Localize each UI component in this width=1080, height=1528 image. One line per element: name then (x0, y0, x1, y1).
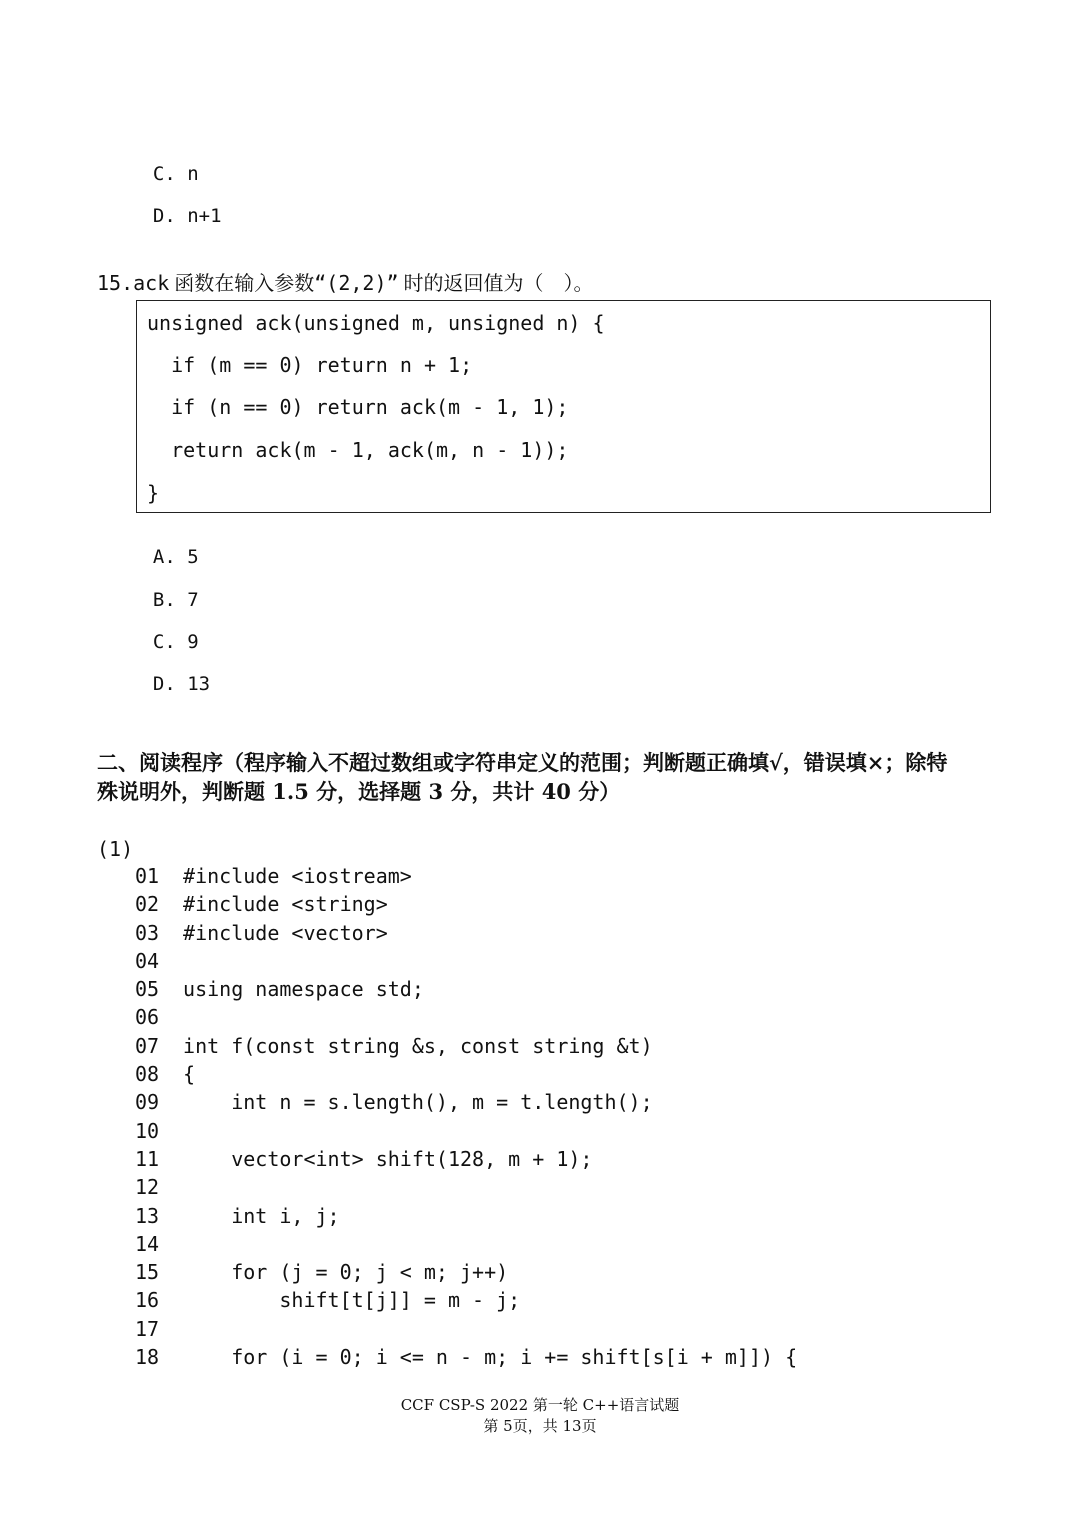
line-number: 02 (135, 892, 160, 917)
line-number: 18 (135, 1345, 160, 1370)
code-box (136, 300, 991, 513)
line-code: #include <string> (171, 892, 388, 917)
line-code: vector<int> shift(128, m + 1); (171, 1146, 593, 1171)
line-number: 17 (135, 1316, 160, 1341)
line-number: 06 (135, 1005, 160, 1030)
section-heading-line: 殊说明外，判断题 1.5 分，选择题 3 分，共计 40 分） (97, 779, 621, 804)
listing-row (135, 1062, 797, 1090)
line-number: 07 (135, 1033, 160, 1058)
listing-row (135, 1147, 797, 1175)
line-number: 03 (135, 920, 160, 945)
line-number: 13 (135, 1203, 160, 1228)
prompt-text: 时的返回值为（ ）。 (403, 271, 594, 295)
option-letter: A. (152, 546, 176, 568)
listing-row (135, 1288, 797, 1316)
option-letter: C. (152, 631, 176, 653)
line-number: 10 (135, 1118, 160, 1143)
listing-row (135, 1034, 797, 1062)
option-text: 5 (187, 546, 199, 568)
code-line: if (m == 0) return n + 1; (147, 353, 473, 377)
option-text: 9 (187, 631, 199, 653)
option-b (130, 567, 199, 611)
line-code: int i, j; (171, 1203, 340, 1228)
code-line: } (147, 481, 160, 505)
option-a (130, 524, 199, 568)
listing-row (135, 1204, 797, 1232)
line-number: 08 (135, 1062, 160, 1087)
line-number: 01 (135, 864, 160, 888)
line-number: 05 (135, 977, 160, 1002)
listing-row (135, 864, 797, 892)
line-code: int f(const string &s, const string &t) (171, 1033, 653, 1058)
listing-row (135, 1005, 797, 1033)
listing-row (135, 1119, 797, 1147)
code-line: if (n == 0) return ack(m - 1, 1); (147, 395, 569, 419)
footer-page-number: 第 5页，共 13页 (483, 1417, 597, 1435)
option-letter: C. (152, 163, 176, 185)
option-letter: B. (152, 589, 176, 611)
option-text: n (187, 163, 199, 185)
line-number: 14 (135, 1231, 160, 1256)
option-d (130, 651, 210, 695)
code-line: return ack(m - 1, ack(m, n - 1)); (147, 438, 569, 462)
program-listing (135, 864, 797, 1373)
option-text: n+1 (187, 205, 222, 227)
prompt-arg: “(2,2)” (314, 271, 399, 295)
line-number: 12 (135, 1175, 160, 1200)
footer-title: CCF CSP-S 2022 第一轮 C++语言试题 (400, 1396, 680, 1414)
option-c-prev (130, 141, 199, 185)
option-letter: D. (152, 673, 176, 695)
line-code: #include <vector> (171, 920, 388, 945)
line-code: shift[t[j]] = m - j; (171, 1288, 521, 1313)
line-code: using namespace std; (171, 977, 424, 1002)
option-letter: D. (152, 205, 176, 227)
listing-row (135, 1175, 797, 1203)
option-c (130, 609, 199, 653)
line-number: 04 (135, 948, 160, 973)
listing-row (135, 921, 797, 949)
listing-row (135, 892, 797, 920)
line-code: { (171, 1062, 196, 1087)
option-text: 7 (187, 589, 199, 611)
line-number: 16 (135, 1288, 160, 1313)
line-code: for (i = 0; i <= n - m; i += shift[s[i + m]]) { (171, 1345, 798, 1370)
line-number: 11 (135, 1146, 160, 1171)
option-text: 13 (187, 673, 211, 695)
line-code: int n = s.length(), m = t.length(); (171, 1090, 653, 1115)
listing-row (135, 949, 797, 977)
prompt-text: 函数在输入参数 (174, 271, 315, 295)
listing-row (135, 1345, 797, 1373)
listing-row (135, 1232, 797, 1260)
listing-row (135, 977, 797, 1005)
line-number: 09 (135, 1090, 160, 1115)
program-label: (1) (97, 837, 134, 861)
prompt-code: ack (133, 271, 170, 295)
line-code: #include <iostream> (171, 864, 412, 888)
code-line: unsigned ack(unsigned m, unsigned n) { (147, 311, 605, 335)
question-number: 15. (97, 271, 134, 295)
listing-row (135, 1090, 797, 1118)
question-15-prompt (97, 267, 594, 296)
listing-row (135, 1317, 797, 1345)
section-heading (97, 748, 997, 806)
section-heading-line: 二、阅读程序（程序输入不超过数组或字符串定义的范围；判断题正确填√，错误填×；除特 (97, 750, 948, 775)
line-code: for (j = 0; j < m; j++) (171, 1260, 509, 1285)
listing-row (135, 1260, 797, 1288)
line-number: 15 (135, 1260, 160, 1285)
option-d-prev (130, 183, 222, 227)
